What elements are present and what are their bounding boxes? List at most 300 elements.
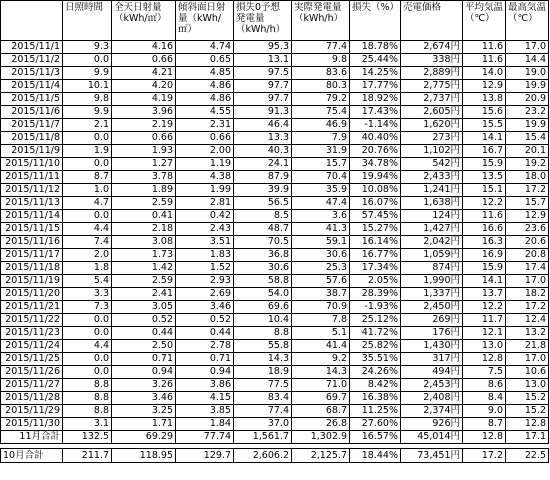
column-header: 最高気温（℃） xyxy=(506,1,549,41)
table-cell: 0.94 xyxy=(176,366,234,379)
table-cell: 17.43% xyxy=(350,106,401,119)
table-cell: 34.78% xyxy=(350,158,401,171)
table-cell: 70.9 xyxy=(292,301,350,314)
table-cell: 12.2 xyxy=(463,197,506,210)
table-cell: 12.2 xyxy=(463,301,506,314)
table-cell: 12.8 xyxy=(463,431,506,444)
table-cell: 4.4 xyxy=(63,223,112,236)
table-cell: 14.3 xyxy=(292,366,350,379)
row-date: 2015/11/26 xyxy=(1,366,63,379)
table-cell: 8.8 xyxy=(63,379,112,392)
total-cell: 2,125.7 xyxy=(292,449,350,463)
table-row xyxy=(1,314,549,327)
header-row xyxy=(1,1,549,41)
table-cell: 2.31 xyxy=(176,119,234,132)
table-cell: 28.39% xyxy=(350,288,401,301)
table-cell: 46.4 xyxy=(234,119,292,132)
table-cell: 7.3 xyxy=(63,301,112,314)
table-cell: 0.71 xyxy=(176,353,234,366)
table-row xyxy=(1,119,549,132)
table-cell: 97.7 xyxy=(234,93,292,106)
column-header xyxy=(1,1,63,41)
table-cell: 1.27 xyxy=(112,158,176,171)
table-cell: 3.86 xyxy=(176,379,234,392)
table-cell: 15.4 xyxy=(506,132,549,145)
table-cell: 25.82% xyxy=(350,340,401,353)
table-cell: 1.99 xyxy=(176,184,234,197)
table-cell: 9.8 xyxy=(63,93,112,106)
table-cell: 4.86 xyxy=(176,80,234,93)
table-cell: 11.25% xyxy=(350,405,401,418)
table-cell: 1.84 xyxy=(176,418,234,431)
table-cell: 0.0 xyxy=(63,366,112,379)
table-cell: 18.9 xyxy=(234,366,292,379)
table-cell: 3.25 xyxy=(112,405,176,418)
table-cell: 57.6 xyxy=(292,275,350,288)
table-cell: 56.5 xyxy=(234,197,292,210)
table-cell: 3.96 xyxy=(112,106,176,119)
total-cell: 73,451円 xyxy=(401,449,463,463)
table-cell: 95.3 xyxy=(234,41,292,54)
table-cell: 19.2 xyxy=(506,158,549,171)
total-cell: 118.95 xyxy=(112,449,176,463)
table-cell: 40.3 xyxy=(234,145,292,158)
table-cell: 20.76% xyxy=(350,145,401,158)
table-cell: 20.6 xyxy=(506,236,549,249)
table-cell: 13.2 xyxy=(506,327,549,340)
table-row xyxy=(1,80,549,93)
row-date: 2015/11/7 xyxy=(1,119,63,132)
table-row xyxy=(1,249,549,262)
table-cell: 13.3 xyxy=(234,132,292,145)
table-row xyxy=(1,210,549,223)
table-cell: 71.0 xyxy=(292,379,350,392)
table-cell: 20.1 xyxy=(506,145,549,158)
table-cell: 2.43 xyxy=(176,223,234,236)
table-cell: 36.8 xyxy=(234,249,292,262)
row-date: 2015/11/27 xyxy=(1,379,63,392)
table-cell: 41.72% xyxy=(350,327,401,340)
table-cell: 77.74 xyxy=(176,431,234,444)
row-date: 2015/11/5 xyxy=(1,93,63,106)
table-cell: 3.85 xyxy=(176,405,234,418)
table-cell: 91.3 xyxy=(234,106,292,119)
table-cell: 269円 xyxy=(401,314,463,327)
table-cell: 9.3 xyxy=(63,41,112,54)
row-date: 2015/11/17 xyxy=(1,249,63,262)
table-cell: 2,737円 xyxy=(401,93,463,106)
table-cell: 25.12% xyxy=(350,314,401,327)
table-cell: 13.0 xyxy=(506,379,549,392)
table-cell: 1,102円 xyxy=(401,145,463,158)
table-cell: 15.2 xyxy=(506,405,549,418)
table-cell: 16.7 xyxy=(463,145,506,158)
table-cell: 97.7 xyxy=(234,80,292,93)
table-cell: 77.4 xyxy=(234,405,292,418)
table-cell: 17.2 xyxy=(506,301,549,314)
column-header: 損失0予想発電量（kWh/h） xyxy=(234,1,292,41)
table-cell: 1,990円 xyxy=(401,275,463,288)
table-cell: 15.9 xyxy=(463,158,506,171)
table-cell: 4.15 xyxy=(176,392,234,405)
table-cell: 10.6 xyxy=(506,366,549,379)
table-cell: 0.41 xyxy=(112,210,176,223)
table-cell: 4.4 xyxy=(63,340,112,353)
table-cell: 542円 xyxy=(401,158,463,171)
table-cell: 1,620円 xyxy=(401,119,463,132)
table-cell: 1,337円 xyxy=(401,288,463,301)
table-cell: 8.4 xyxy=(463,392,506,405)
table-row xyxy=(1,392,549,405)
table-cell: 1.19 xyxy=(176,158,234,171)
table-cell: 19.94% xyxy=(350,171,401,184)
table-cell: 2.0 xyxy=(63,249,112,262)
table-cell: 46.9 xyxy=(292,119,350,132)
table-cell: 14.4 xyxy=(506,54,549,67)
table-cell: 11.6 xyxy=(463,210,506,223)
table-row xyxy=(1,366,549,379)
table-cell: 30.6 xyxy=(234,262,292,275)
table-cell: 1.89 xyxy=(112,184,176,197)
table-cell: 47.4 xyxy=(292,197,350,210)
table-cell: 3.08 xyxy=(112,236,176,249)
table-cell: 26.8 xyxy=(292,418,350,431)
table-cell: 68.7 xyxy=(292,405,350,418)
row-date: 11月合計 xyxy=(1,431,63,444)
row-date: 2015/11/3 xyxy=(1,67,63,80)
row-date: 2015/11/29 xyxy=(1,405,63,418)
table-cell: 8.7 xyxy=(463,418,506,431)
table-cell: 4.7 xyxy=(63,197,112,210)
table-cell: 7.8 xyxy=(292,314,350,327)
table-cell: 1.52 xyxy=(176,262,234,275)
table-cell: 16.57% xyxy=(350,431,401,444)
table-cell: 10.08% xyxy=(350,184,401,197)
table-cell: 0.52 xyxy=(112,314,176,327)
table-cell: 16.3 xyxy=(463,236,506,249)
table-row xyxy=(1,353,549,366)
table-cell: 23.2 xyxy=(506,106,549,119)
table-cell: 12.8 xyxy=(506,418,549,431)
table-cell: 1,561.7 xyxy=(234,431,292,444)
total-cell: 211.7 xyxy=(63,449,112,463)
table-cell: 14.1 xyxy=(463,132,506,145)
table-cell: 494円 xyxy=(401,366,463,379)
table-cell: 18.78% xyxy=(350,41,401,54)
table-cell: 1,638円 xyxy=(401,197,463,210)
row-date: 2015/11/4 xyxy=(1,80,63,93)
table-cell: 15.2 xyxy=(506,392,549,405)
table-cell: 0.65 xyxy=(176,54,234,67)
row-date: 2015/11/25 xyxy=(1,353,63,366)
table-cell: 15.7 xyxy=(506,197,549,210)
table-cell: 273円 xyxy=(401,132,463,145)
table-row xyxy=(1,327,549,340)
table-cell: 16.38% xyxy=(350,392,401,405)
table-cell: 19.9 xyxy=(506,80,549,93)
table-cell: 40.40% xyxy=(350,132,401,145)
table-cell: 11.7 xyxy=(463,314,506,327)
table-cell: 3.46 xyxy=(112,392,176,405)
table-cell: 1.9 xyxy=(63,145,112,158)
table-cell: 9.9 xyxy=(63,67,112,80)
table-cell: 5.1 xyxy=(292,327,350,340)
table-cell: 24.26% xyxy=(350,366,401,379)
table-cell: 79.2 xyxy=(292,93,350,106)
table-cell: 0.52 xyxy=(176,314,234,327)
table-cell: 12.9 xyxy=(506,210,549,223)
column-header: 売電価格 xyxy=(401,1,463,41)
table-cell: 37.0 xyxy=(234,418,292,431)
column-header: 日照時間 xyxy=(63,1,112,41)
table-cell: 16.6 xyxy=(463,223,506,236)
table-cell: 16.9 xyxy=(463,249,506,262)
october-total-row xyxy=(1,449,549,463)
table-cell: 55.8 xyxy=(234,340,292,353)
table-cell: 1.83 xyxy=(176,249,234,262)
table-cell: 18.92% xyxy=(350,93,401,106)
table-row xyxy=(1,275,549,288)
column-header: 実際発電量（kWh/h） xyxy=(292,1,350,41)
table-cell: 80.3 xyxy=(292,80,350,93)
table-cell: 2,408円 xyxy=(401,392,463,405)
table-cell: 2,674円 xyxy=(401,41,463,54)
row-date: 2015/11/14 xyxy=(1,210,63,223)
row-date: 2015/11/9 xyxy=(1,145,63,158)
table-row xyxy=(1,236,549,249)
table-cell: 1.42 xyxy=(112,262,176,275)
table-row xyxy=(1,301,549,314)
table-cell: 16.77% xyxy=(350,249,401,262)
table-cell: 0.0 xyxy=(63,132,112,145)
table-row xyxy=(1,184,549,197)
table-cell: 1.93 xyxy=(112,145,176,158)
table-cell: 0.0 xyxy=(63,158,112,171)
table-cell: 874円 xyxy=(401,262,463,275)
table-cell: 3.46 xyxy=(176,301,234,314)
table-cell: 4.38 xyxy=(176,171,234,184)
table-cell: 77.5 xyxy=(234,379,292,392)
table-cell: 1,302.9 xyxy=(292,431,350,444)
table-cell: 27.60% xyxy=(350,418,401,431)
table-row xyxy=(1,262,549,275)
table-cell: 48.7 xyxy=(234,223,292,236)
table-body xyxy=(1,41,549,463)
table-cell: 11.6 xyxy=(463,54,506,67)
total-cell: 17.2 xyxy=(463,449,506,463)
table-cell: 12.1 xyxy=(463,327,506,340)
table-cell: -1.14% xyxy=(350,119,401,132)
table-cell: 70.5 xyxy=(234,236,292,249)
table-row xyxy=(1,41,549,54)
table-cell: 3.3 xyxy=(63,288,112,301)
table-cell: 13.8 xyxy=(463,93,506,106)
table-cell: 8.8 xyxy=(234,327,292,340)
table-cell: 2.50 xyxy=(112,340,176,353)
table-cell: 4.55 xyxy=(176,106,234,119)
table-cell: 8.7 xyxy=(63,171,112,184)
table-cell: 9.9 xyxy=(63,106,112,119)
table-row xyxy=(1,158,549,171)
row-date: 2015/11/12 xyxy=(1,184,63,197)
table-cell: 24.1 xyxy=(234,158,292,171)
table-cell: 35.9 xyxy=(292,184,350,197)
table-cell: 15.9 xyxy=(463,262,506,275)
table-row xyxy=(1,431,549,444)
row-date: 2015/11/23 xyxy=(1,327,63,340)
table-cell: 2.93 xyxy=(176,275,234,288)
table-cell: 2.59 xyxy=(112,275,176,288)
table-cell: 1,427円 xyxy=(401,223,463,236)
table-cell: 338円 xyxy=(401,54,463,67)
column-header: 傾斜面日射量（kWh/㎡） xyxy=(176,1,234,41)
row-date: 2015/11/30 xyxy=(1,418,63,431)
row-date: 2015/11/8 xyxy=(1,132,63,145)
table-cell: 15.6 xyxy=(463,106,506,119)
table-row xyxy=(1,93,549,106)
table-cell: 0.42 xyxy=(176,210,234,223)
table-cell: 2,605円 xyxy=(401,106,463,119)
table-cell: 2.18 xyxy=(112,223,176,236)
row-date: 2015/11/6 xyxy=(1,106,63,119)
table-cell: 926円 xyxy=(401,418,463,431)
table-cell: 31.9 xyxy=(292,145,350,158)
table-cell: 20.9 xyxy=(506,93,549,106)
table-cell: 17.4 xyxy=(506,262,549,275)
column-header: 全天日射量（kWh/㎡） xyxy=(112,1,176,41)
table-cell: 12.9 xyxy=(463,80,506,93)
table-cell: 83.4 xyxy=(234,392,292,405)
table-cell: 10.1 xyxy=(63,80,112,93)
table-cell: 17.77% xyxy=(350,80,401,93)
table-cell: 1.0 xyxy=(63,184,112,197)
table-row xyxy=(1,288,549,301)
table-cell: 8.5 xyxy=(234,210,292,223)
table-cell: 0.94 xyxy=(112,366,176,379)
table-row xyxy=(1,197,549,210)
table-cell: 97.5 xyxy=(234,67,292,80)
column-header: 損失（%） xyxy=(350,1,401,41)
table-row xyxy=(1,340,549,353)
table-cell: 4.86 xyxy=(176,93,234,106)
table-cell: 9.2 xyxy=(292,353,350,366)
table-cell: 19.0 xyxy=(506,67,549,80)
table-cell: 69.7 xyxy=(292,392,350,405)
table-cell: 9.0 xyxy=(463,405,506,418)
table-cell: 0.66 xyxy=(112,132,176,145)
row-date: 2015/11/10 xyxy=(1,158,63,171)
table-cell: 17.0 xyxy=(506,41,549,54)
table-cell: 0.0 xyxy=(63,353,112,366)
table-cell: 4.21 xyxy=(112,67,176,80)
table-cell: 13.7 xyxy=(463,288,506,301)
table-cell: 1,059円 xyxy=(401,249,463,262)
table-cell: 12.8 xyxy=(463,353,506,366)
row-date: 2015/11/18 xyxy=(1,262,63,275)
table-cell: 1.71 xyxy=(112,418,176,431)
table-cell: 2.69 xyxy=(176,288,234,301)
table-cell: 69.6 xyxy=(234,301,292,314)
total-cell: 22.5 xyxy=(506,449,549,463)
table-cell: 8.8 xyxy=(63,392,112,405)
table-row xyxy=(1,379,549,392)
table-cell: 0.66 xyxy=(176,132,234,145)
table-cell: 15.5 xyxy=(463,119,506,132)
table-cell: 4.20 xyxy=(112,80,176,93)
table-cell: 21.8 xyxy=(506,340,549,353)
table-row xyxy=(1,54,549,67)
table-cell: 3.6 xyxy=(292,210,350,223)
table-cell: 15.1 xyxy=(463,184,506,197)
table-row xyxy=(1,106,549,119)
table-cell: 2,453円 xyxy=(401,379,463,392)
table-cell: 9.8 xyxy=(292,54,350,67)
table-cell: 0.66 xyxy=(112,54,176,67)
table-cell: 15.7 xyxy=(292,158,350,171)
row-date: 2015/11/13 xyxy=(1,197,63,210)
table-cell: 25.44% xyxy=(350,54,401,67)
table-cell: 58.8 xyxy=(234,275,292,288)
table-cell: 13.1 xyxy=(234,54,292,67)
table-cell: 13.5 xyxy=(463,171,506,184)
table-cell: 1.8 xyxy=(63,262,112,275)
table-cell: 25.3 xyxy=(292,262,350,275)
table-cell: 20.8 xyxy=(506,249,549,262)
table-cell: 17.0 xyxy=(506,353,549,366)
table-cell: 317円 xyxy=(401,353,463,366)
table-cell: 1,430円 xyxy=(401,340,463,353)
row-date: 2015/11/1 xyxy=(1,41,63,54)
table-cell: 1,241円 xyxy=(401,184,463,197)
table-cell: -1.93% xyxy=(350,301,401,314)
table-cell: 2.41 xyxy=(112,288,176,301)
total-label: 10月合計 xyxy=(1,449,63,463)
table-cell: 2,374円 xyxy=(401,405,463,418)
table-cell: 41.4 xyxy=(292,340,350,353)
table-cell: 8.8 xyxy=(63,405,112,418)
table-cell: 2,775円 xyxy=(401,80,463,93)
row-date: 2015/11/2 xyxy=(1,54,63,67)
table-row xyxy=(1,223,549,236)
table-cell: 14.0 xyxy=(463,67,506,80)
table-cell: 2.00 xyxy=(176,145,234,158)
row-date: 2015/11/15 xyxy=(1,223,63,236)
table-cell: 0.71 xyxy=(112,353,176,366)
table-cell: 2.05% xyxy=(350,275,401,288)
table-cell: 83.6 xyxy=(292,67,350,80)
table-cell: 0.44 xyxy=(112,327,176,340)
table-cell: 59.1 xyxy=(292,236,350,249)
table-cell: 35.51% xyxy=(350,353,401,366)
table-cell: 11.6 xyxy=(463,41,506,54)
table-cell: 17.0 xyxy=(506,275,549,288)
table-cell: 8.42% xyxy=(350,379,401,392)
row-date: 2015/11/21 xyxy=(1,301,63,314)
table-cell: 16.14% xyxy=(350,236,401,249)
table-row xyxy=(1,145,549,158)
total-cell: 2,606.2 xyxy=(234,449,292,463)
table-cell: 14.25% xyxy=(350,67,401,80)
table-cell: 70.4 xyxy=(292,171,350,184)
table-cell: 17.34% xyxy=(350,262,401,275)
table-cell: 45,014円 xyxy=(401,431,463,444)
table-cell: 3.26 xyxy=(112,379,176,392)
table-row xyxy=(1,132,549,145)
table-cell: 2.1 xyxy=(63,119,112,132)
table-cell: 0.44 xyxy=(176,327,234,340)
row-date: 2015/11/28 xyxy=(1,392,63,405)
table-cell: 3.1 xyxy=(63,418,112,431)
